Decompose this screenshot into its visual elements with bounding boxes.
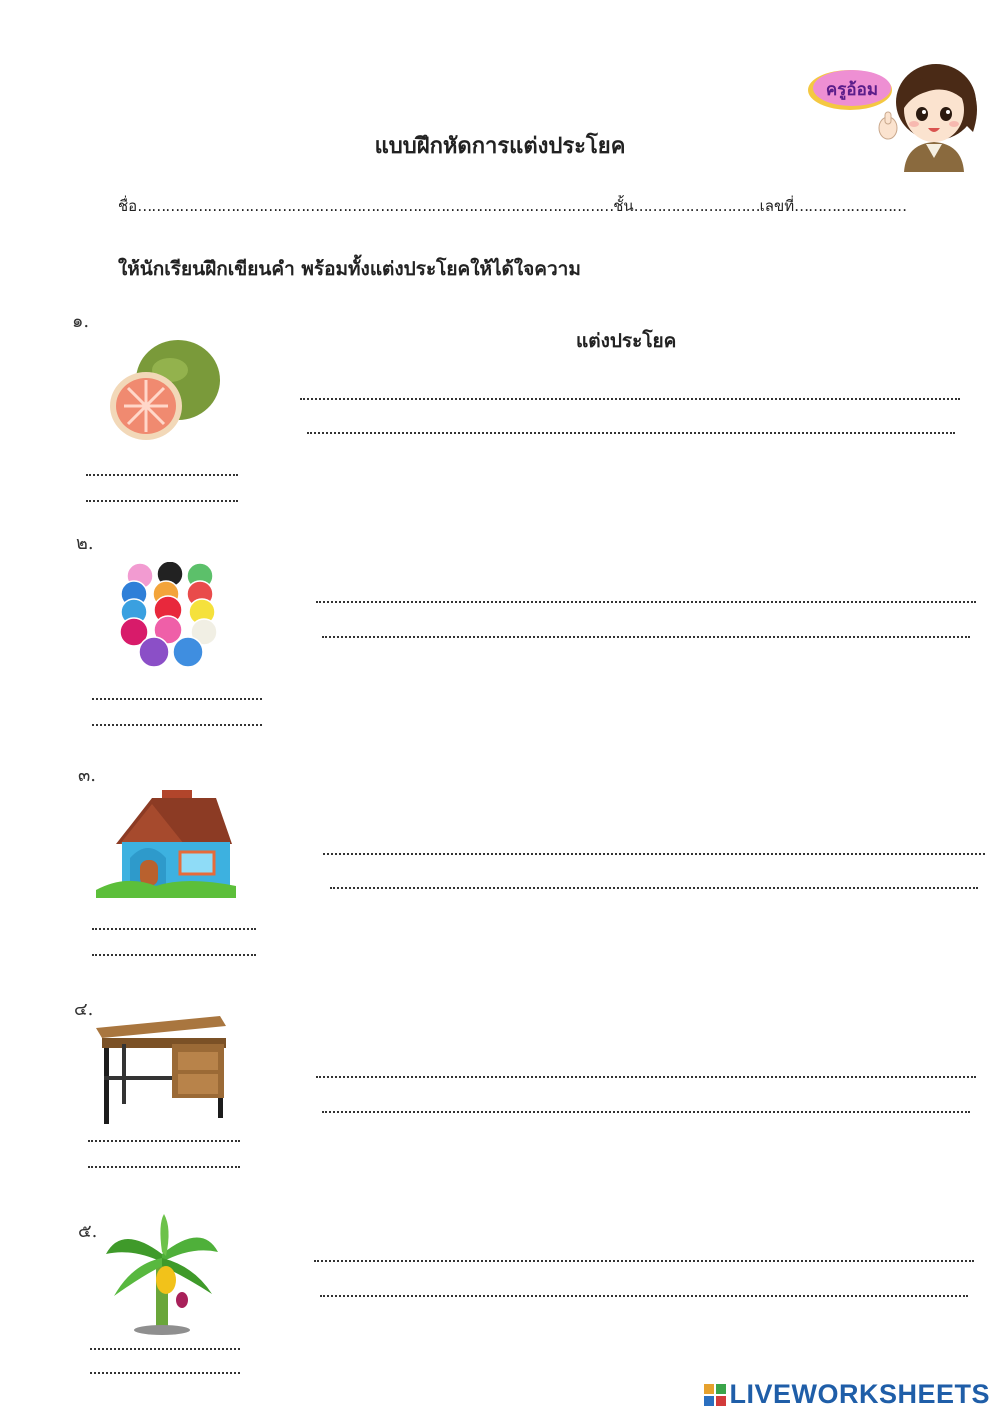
word-line-2b[interactable]	[92, 724, 262, 726]
item-number-2: ๒.	[76, 533, 94, 554]
banana-tree-icon	[102, 1214, 222, 1336]
class-field[interactable]: ………………………	[633, 197, 760, 215]
pomelo-image	[106, 334, 226, 448]
word-line-2a[interactable]	[92, 698, 262, 700]
word-line-1b[interactable]	[86, 500, 238, 502]
worksheet-title: แบบฝึกหัดการแต่งประโยค	[374, 134, 626, 159]
instruction-text: ให้นักเรียนฝึกเขียนคำ พร้อมทั้งแต่งประโยคให้ได้ใจความ	[118, 258, 581, 280]
name-field[interactable]: …………………………………………………………………………………………	[137, 197, 614, 215]
sentence-line-2b[interactable]	[322, 636, 970, 638]
sentence-line-1b[interactable]	[307, 432, 955, 434]
number-label: เลขที่	[759, 197, 795, 215]
word-line-3a[interactable]	[92, 928, 256, 930]
word-line-1a[interactable]	[86, 474, 238, 476]
liveworksheets-text: LIVEWORKSHEETS	[729, 1379, 990, 1409]
sentence-line-1a[interactable]	[300, 398, 960, 400]
desk-image	[92, 1014, 232, 1134]
sentence-line-5a[interactable]	[314, 1260, 974, 1262]
name-label: ชื่อ	[118, 197, 138, 215]
liveworksheets-logo	[704, 1379, 990, 1410]
class-label: ชั้น	[613, 197, 634, 215]
house-icon	[96, 786, 236, 898]
sentence-line-4a[interactable]	[316, 1076, 976, 1078]
sentence-line-5b[interactable]	[320, 1295, 968, 1297]
word-line-4b[interactable]	[88, 1166, 240, 1168]
desk-icon	[92, 1014, 232, 1130]
student-info-row	[118, 194, 906, 218]
badge-text: ครูอ้อม	[825, 80, 879, 100]
banana-tree-image	[102, 1214, 222, 1340]
sentence-line-2a[interactable]	[316, 601, 976, 603]
sentence-line-3a[interactable]	[323, 853, 985, 855]
item-number-3: ๓.	[78, 765, 97, 786]
word-line-5a[interactable]	[90, 1348, 240, 1350]
house-image	[96, 786, 236, 902]
word-line-4a[interactable]	[88, 1140, 240, 1142]
number-field[interactable]: ……………………	[794, 197, 907, 215]
buttons-icon	[114, 562, 224, 672]
sentence-header: แต่งประโยค	[576, 330, 677, 352]
buttons-image	[114, 562, 224, 676]
item-number-4: ๔.	[74, 999, 94, 1020]
item-number-5: ๕.	[78, 1221, 98, 1242]
liveworksheets-grid-icon	[704, 1384, 726, 1406]
word-line-3b[interactable]	[92, 954, 256, 956]
sentence-line-3b[interactable]	[330, 887, 978, 889]
item-number-1: ๑.	[72, 311, 90, 332]
sentence-line-4b[interactable]	[322, 1111, 970, 1113]
pomelo-icon	[106, 334, 226, 444]
word-line-5b[interactable]	[90, 1372, 240, 1374]
